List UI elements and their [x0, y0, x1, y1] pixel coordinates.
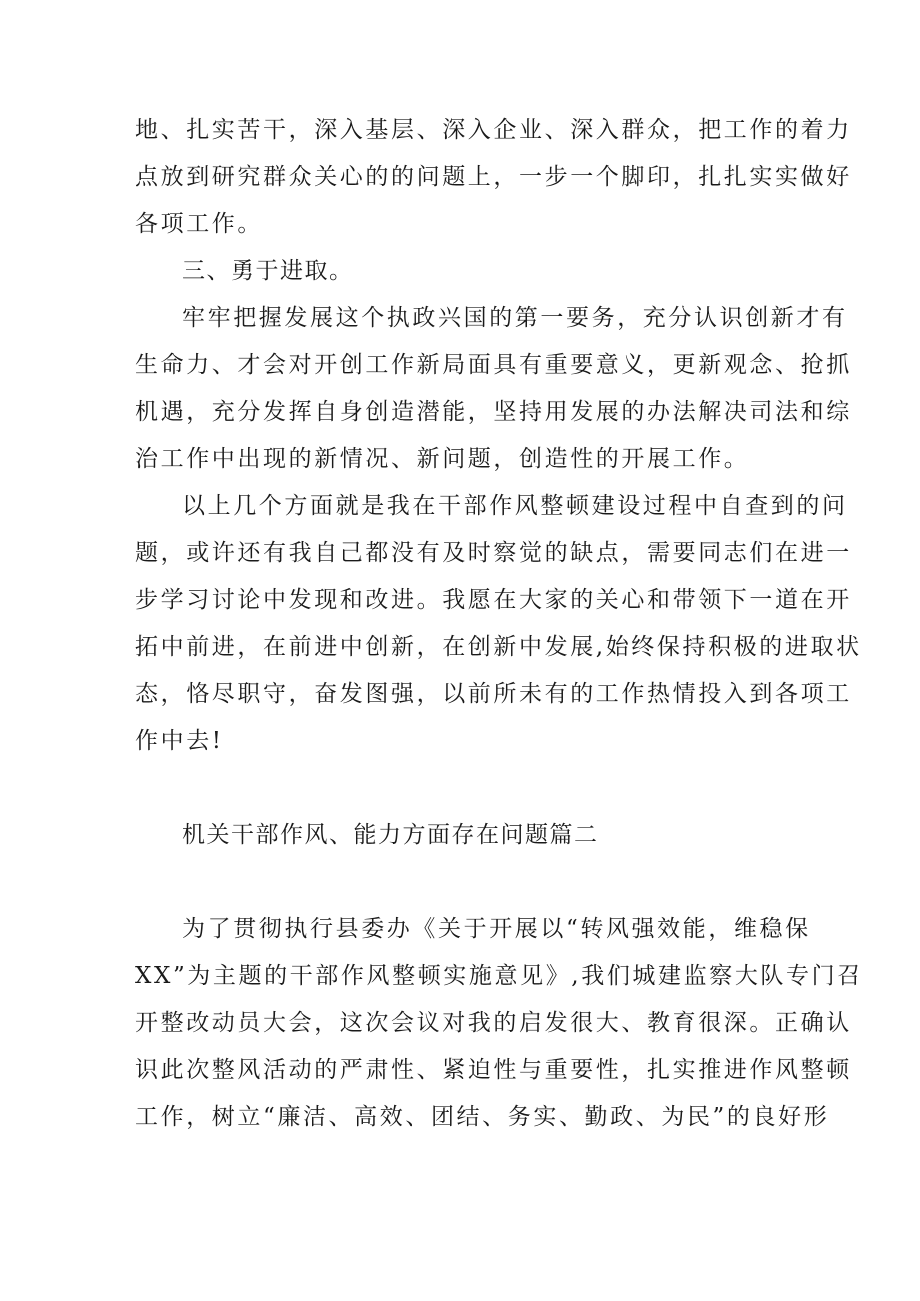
paragraph-3-line-5: 态，恪尽职守，奋发图强，以前所未有的工作热情投入到各项工 — [135, 681, 852, 707]
paragraph-4-line-2: XX”为主题的干部作风整顿实施意见》,我们城建监察大队专门召 — [135, 963, 863, 989]
paragraph-4-line-5: 工作，树立“廉洁、高效、团结、务实、勤政、为民”的良好形 — [135, 1104, 830, 1130]
paragraph-2-line-1: 牢牢把握发展这个执政兴国的第一要务，充分认识创新才有 — [182, 305, 848, 331]
paragraph-3-line-4: 拓中前进，在前进中创新，在创新中发展,始终保持积极的进取状 — [135, 634, 862, 660]
paragraph-1-line-2: 点放到研究群众关心的的问题上，一步一个脚印，扎扎实实做好 — [135, 164, 852, 190]
paragraph-2-line-4: 治工作中出现的新情况、新问题，创造性的开展工作。 — [135, 446, 750, 472]
article-2-title: 机关干部作风、能力方面存在问题篇二 — [182, 822, 599, 848]
section-3-heading: 三、勇于进取。 — [182, 258, 354, 284]
paragraph-2-line-3: 机遇，充分发挥自身创造潜能，坚持用发展的办法解决司法和综 — [135, 399, 852, 425]
paragraph-3-line-6: 作中去! — [135, 728, 224, 754]
paragraph-4-line-1: 为了贯彻执行县委办《关于开展以“转风强效能，维稳保 — [182, 916, 811, 942]
paragraph-3-line-2: 题，或许还有我自己都没有及时察觉的缺点，需要同志们在进一 — [135, 540, 852, 566]
paragraph-3-line-3: 步学习讨论中发现和改进。我愿在大家的关心和带领下一道在开 — [135, 587, 852, 613]
paragraph-4-line-4: 识此次整风活动的严肃性、紧迫性与重要性，扎实推进作风整顿 — [135, 1057, 852, 1083]
paragraph-4-line-3: 开整改动员大会，这次会议对我的启发很大、教育很深。正确认 — [135, 1010, 852, 1036]
paragraph-1-line-1: 地、扎实苦干，深入基层、深入企业、深入群众，把工作的着力 — [135, 117, 852, 143]
paragraph-1-line-3: 各项工作。 — [135, 211, 263, 237]
paragraph-2-line-2: 生命力、才会对开创工作新局面具有重要意义，更新观念、抢抓 — [135, 352, 852, 378]
paragraph-3-line-1: 以上几个方面就是我在干部作风整顿建设过程中自查到的问 — [182, 493, 848, 519]
